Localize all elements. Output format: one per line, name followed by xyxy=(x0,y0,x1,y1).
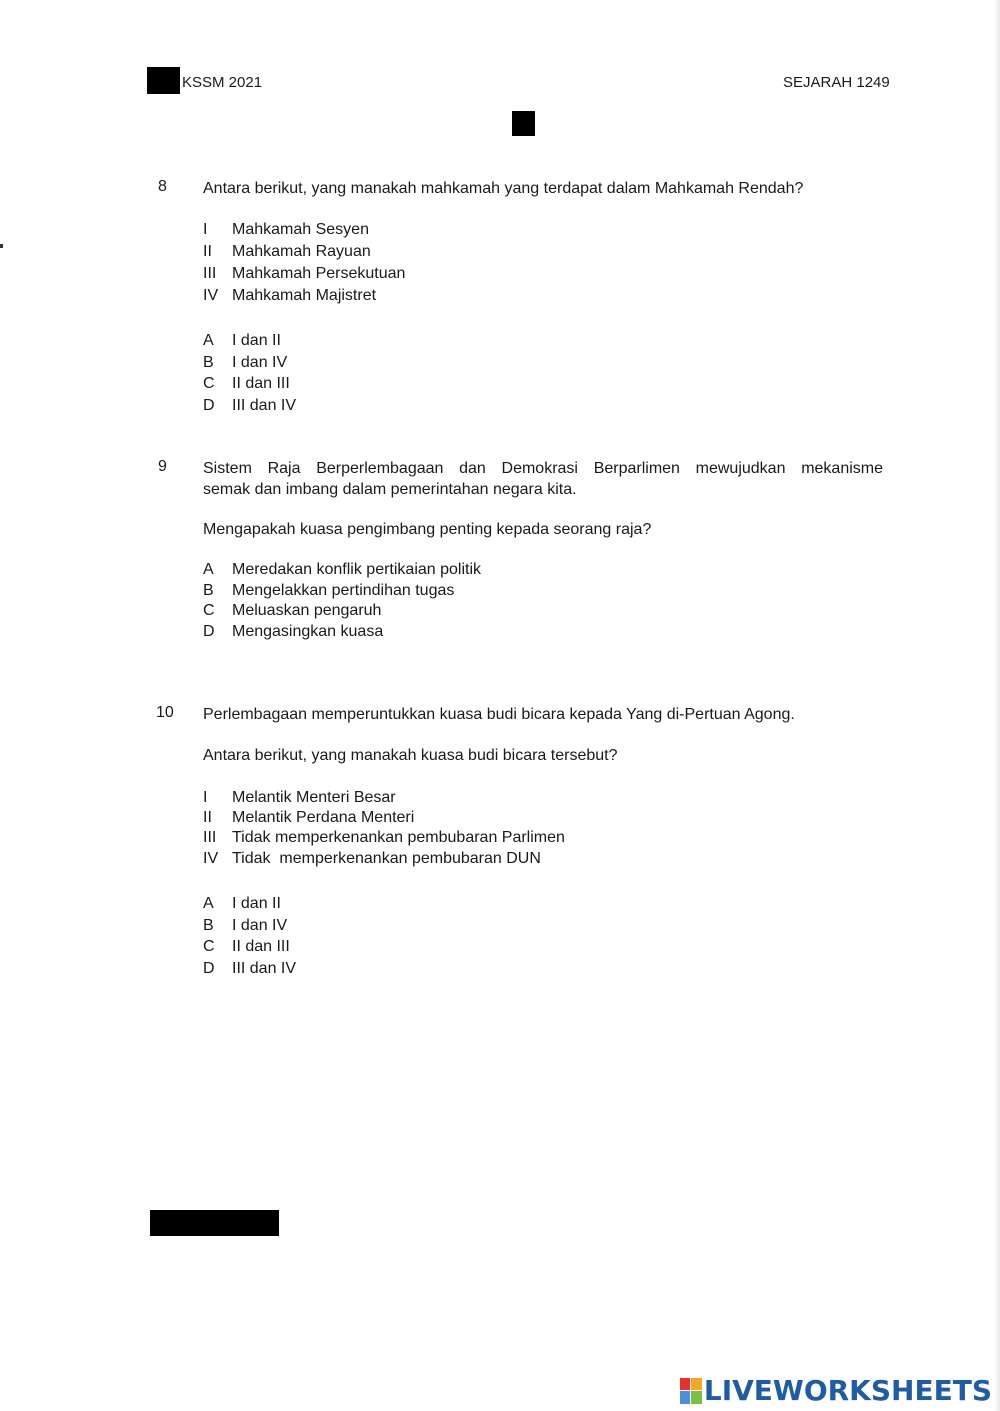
option-label: A xyxy=(203,895,214,912)
redaction-page-mark xyxy=(512,111,535,136)
option-label: A xyxy=(203,332,214,349)
option-label: B xyxy=(203,917,214,934)
option-text: I dan IV xyxy=(232,354,288,371)
q10-option-b[interactable] xyxy=(203,916,287,936)
q8-statement-1 xyxy=(203,220,369,240)
q10-option-d[interactable] xyxy=(203,959,296,979)
liveworksheets-logo-icon xyxy=(680,1378,702,1404)
q10-statement-1 xyxy=(203,788,396,808)
scan-speck xyxy=(0,244,3,248)
q8-statement-4 xyxy=(203,286,376,306)
question-9-question: Mengapakah kuasa pengimbang penting kepada seorang raja? xyxy=(203,521,652,538)
option-text: I dan II xyxy=(232,895,281,912)
q8-option-a[interactable] xyxy=(203,331,281,351)
option-text: I dan II xyxy=(232,332,281,349)
question-9-number: 9 xyxy=(158,458,167,475)
q8-option-c[interactable] xyxy=(203,374,290,394)
statement-label: III xyxy=(203,265,217,282)
logo-square-red xyxy=(680,1378,691,1391)
statement-label: IV xyxy=(203,287,219,304)
q8-option-d[interactable] xyxy=(203,396,296,416)
statement-text: Mahkamah Persekutuan xyxy=(232,265,406,282)
redaction-header-left xyxy=(147,67,180,94)
statement-text: Melantik Menteri Besar xyxy=(232,789,396,806)
option-label: C xyxy=(203,375,215,392)
option-text: Mengasingkan kuasa xyxy=(232,623,384,640)
option-label: C xyxy=(203,938,215,955)
option-text: III dan IV xyxy=(232,397,297,414)
statement-label: IV xyxy=(203,850,219,867)
question-9-stem-line2: semak dan imbang dalam pemerintahan negara kita. xyxy=(203,481,577,498)
statement-text: Mahkamah Rayuan xyxy=(232,243,371,260)
q10-statement-3 xyxy=(203,828,565,848)
q10-statement-2 xyxy=(203,808,414,828)
q9-option-b[interactable] xyxy=(203,581,454,601)
option-text: III dan IV xyxy=(232,960,297,977)
question-10-stem: Perlembagaan memperuntukkan kuasa budi bicara kepada Yang di-Pertuan Agong. xyxy=(203,706,795,723)
scan-edge xyxy=(994,0,1000,1411)
q9-option-d[interactable] xyxy=(203,622,383,642)
logo-square-blue xyxy=(680,1391,691,1404)
q9-option-c[interactable] xyxy=(203,601,381,621)
q9-option-a[interactable] xyxy=(203,560,481,580)
statement-text: Mahkamah Sesyen xyxy=(232,221,369,238)
statement-text: Tidak memperkenankan pembubaran DUN xyxy=(232,850,541,867)
question-10-number: 10 xyxy=(156,704,174,721)
option-text: Mengelakkan pertindihan tugas xyxy=(232,582,455,599)
question-10-question: Antara berikut, yang manakah kuasa budi bicara tersebut? xyxy=(203,747,618,764)
option-label: B xyxy=(203,354,214,371)
logo-square-green xyxy=(691,1391,702,1404)
question-8-stem: Antara berikut, yang manakah mahkamah yang terdapat dalam Mahkamah Rendah? xyxy=(203,180,804,197)
option-text: II dan III xyxy=(232,938,290,955)
q8-statement-3 xyxy=(203,264,405,284)
statement-label: I xyxy=(203,789,208,806)
statement-label: III xyxy=(203,829,217,846)
question-8-number: 8 xyxy=(158,178,167,195)
option-label: A xyxy=(203,561,214,578)
liveworksheets-text: LIVEWORKSHEETS xyxy=(703,1374,992,1407)
q10-statement-4 xyxy=(203,849,541,869)
q10-option-c[interactable] xyxy=(203,937,290,957)
statement-label: II xyxy=(203,243,212,260)
statement-label: I xyxy=(203,221,208,238)
logo-square-orange xyxy=(691,1378,702,1391)
q10-option-a[interactable] xyxy=(203,894,281,914)
option-text: I dan IV xyxy=(232,917,288,934)
option-text: Meluaskan pengaruh xyxy=(232,602,382,619)
option-label: B xyxy=(203,582,214,599)
statement-text: Tidak memperkenankan pembubaran Parlimen xyxy=(232,829,565,846)
option-label: D xyxy=(203,960,215,977)
statement-label: II xyxy=(203,809,212,826)
option-text: Meredakan konflik pertikaian politik xyxy=(232,561,482,578)
header-left-text: KSSM 2021 xyxy=(182,74,263,91)
q8-statement-2 xyxy=(203,242,371,262)
question-9-stem-line1: Sistem Raja Berperlembagaan dan Demokrasi Berparlimen mewujudkan mekanisme xyxy=(203,460,883,477)
header-right-text: SEJARAH 1249 xyxy=(783,74,890,91)
option-label: D xyxy=(203,397,215,414)
option-label: C xyxy=(203,602,215,619)
redaction-footer xyxy=(150,1210,279,1236)
liveworksheets-watermark xyxy=(680,1374,992,1407)
option-text: II dan III xyxy=(232,375,290,392)
q8-option-b[interactable] xyxy=(203,353,287,373)
statement-text: Melantik Perdana Menteri xyxy=(232,809,415,826)
option-label: D xyxy=(203,623,215,640)
statement-text: Mahkamah Majistret xyxy=(232,287,377,304)
